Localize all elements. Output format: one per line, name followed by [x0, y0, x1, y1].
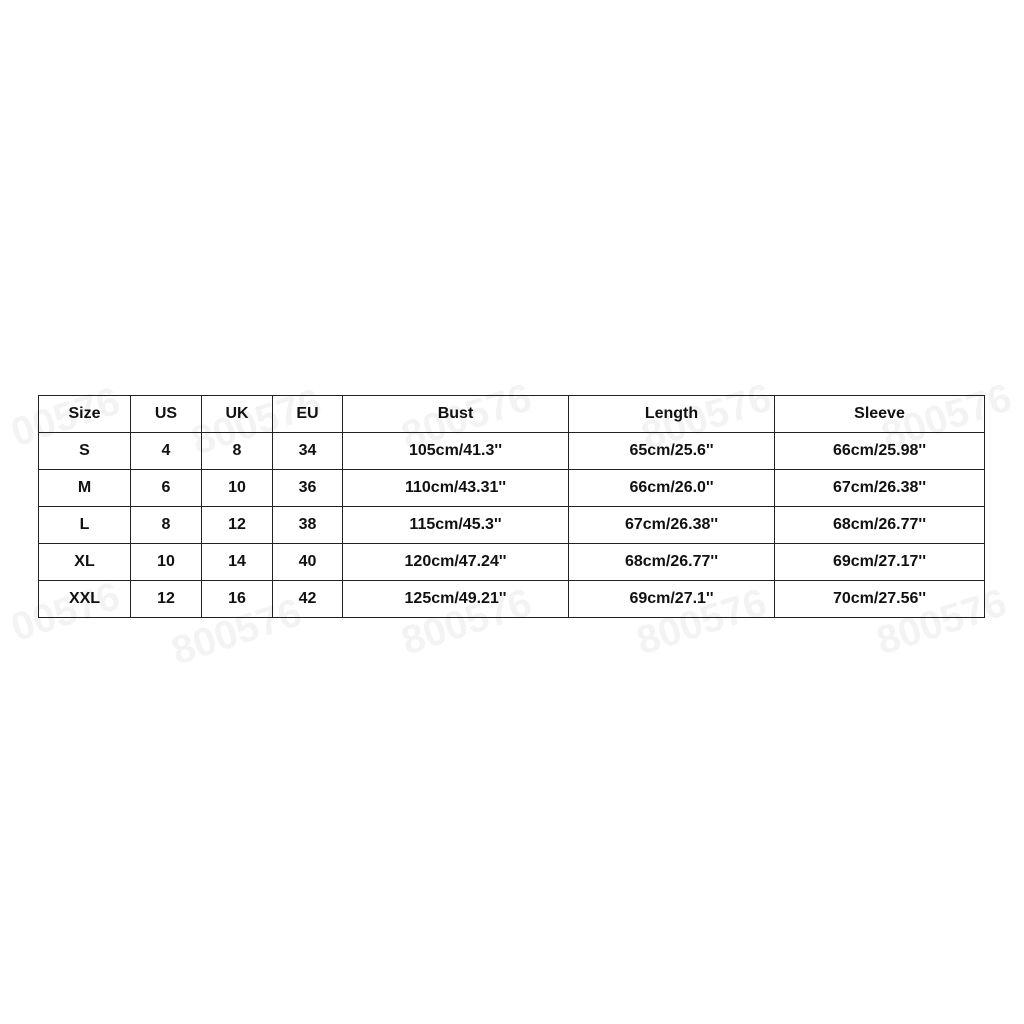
header-eu: EU [273, 396, 343, 433]
cell-sleeve: 70cm/27.56'' [775, 581, 985, 618]
cell-size: L [39, 507, 131, 544]
cell-bust: 120cm/47.24'' [343, 544, 569, 581]
cell-length: 65cm/25.6'' [569, 433, 775, 470]
cell-uk: 12 [202, 507, 273, 544]
cell-length: 69cm/27.1'' [569, 581, 775, 618]
cell-uk: 8 [202, 433, 273, 470]
header-bust: Bust [343, 396, 569, 433]
table-row [39, 581, 985, 618]
table-row [39, 470, 985, 507]
cell-sleeve: 69cm/27.17'' [775, 544, 985, 581]
cell-sleeve: 68cm/26.77'' [775, 507, 985, 544]
cell-length: 66cm/26.0'' [569, 470, 775, 507]
cell-sleeve: 66cm/25.98'' [775, 433, 985, 470]
cell-eu: 34 [273, 433, 343, 470]
cell-sleeve: 67cm/26.38'' [775, 470, 985, 507]
cell-size: XL [39, 544, 131, 581]
cell-uk: 10 [202, 470, 273, 507]
cell-bust: 110cm/43.31'' [343, 470, 569, 507]
cell-uk: 16 [202, 581, 273, 618]
cell-us: 10 [131, 544, 202, 581]
cell-us: 12 [131, 581, 202, 618]
cell-bust: 115cm/45.3'' [343, 507, 569, 544]
size-chart-table [38, 395, 985, 618]
cell-us: 6 [131, 470, 202, 507]
table-row [39, 507, 985, 544]
header-us: US [131, 396, 202, 433]
header-uk: UK [202, 396, 273, 433]
cell-uk: 14 [202, 544, 273, 581]
cell-eu: 38 [273, 507, 343, 544]
table-header-row [39, 396, 985, 433]
cell-bust: 125cm/49.21'' [343, 581, 569, 618]
cell-size: S [39, 433, 131, 470]
header-sleeve: Sleeve [775, 396, 985, 433]
header-size: Size [39, 396, 131, 433]
table-row [39, 433, 985, 470]
cell-eu: 40 [273, 544, 343, 581]
cell-eu: 42 [273, 581, 343, 618]
cell-length: 67cm/26.38'' [569, 507, 775, 544]
cell-bust: 105cm/41.3'' [343, 433, 569, 470]
cell-length: 68cm/26.77'' [569, 544, 775, 581]
cell-size: M [39, 470, 131, 507]
cell-size: XXL [39, 581, 131, 618]
table-row [39, 544, 985, 581]
cell-eu: 36 [273, 470, 343, 507]
cell-us: 4 [131, 433, 202, 470]
header-length: Length [569, 396, 775, 433]
cell-us: 8 [131, 507, 202, 544]
